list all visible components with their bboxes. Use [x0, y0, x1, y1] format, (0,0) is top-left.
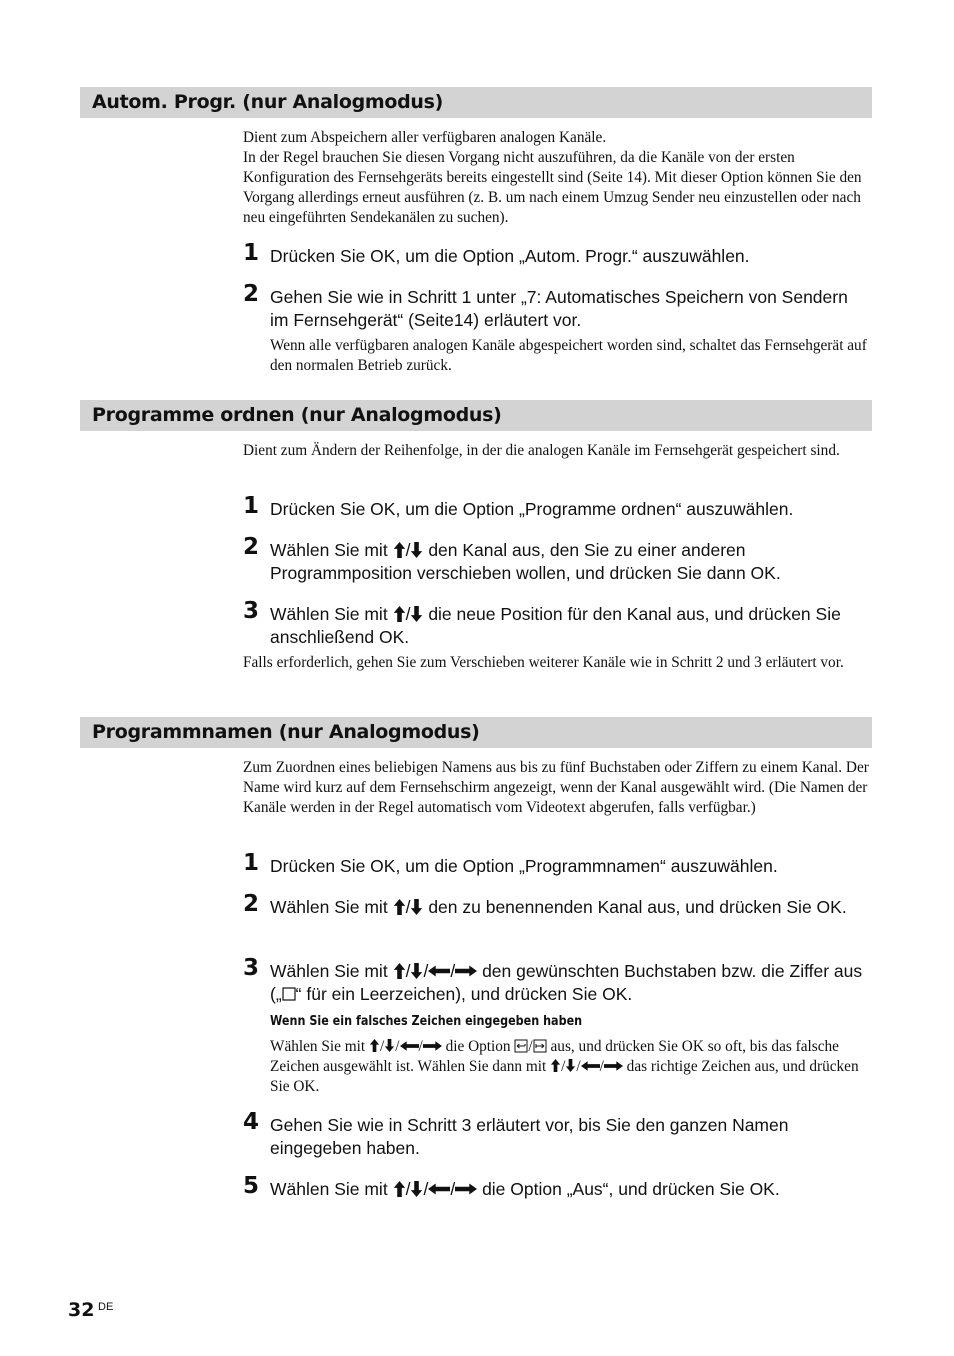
arrow-down-icon — [410, 606, 423, 622]
arrow-up-icon — [369, 1039, 380, 1052]
tip-text-mid2: aus, und drücken Sie OK so oft, bis das falsche Zeichen ausgewählt ist. Wählen Sie dann mit — [270, 1038, 839, 1075]
step-text: Drücken Sie OK, um die Option „Programme ordnen“ auszuwählen. — [270, 499, 794, 519]
arrow-up-icon — [393, 606, 406, 622]
step-text: Wählen Sie mit / / / den gewünschten Buchstaben bzw. die Ziffer aus („ “ für ein Leerzeichen), und drücken Sie OK. — [270, 961, 863, 1004]
arrow-left-icon — [428, 1182, 450, 1196]
step-text: Wählen Sie mit / den Kanal aus, den Sie zu einer anderen Programmposition verschieben wollen, und drücken Sie dann OK. — [270, 540, 781, 583]
arrow-up-icon — [393, 1181, 406, 1197]
backspace-option-icon — [514, 1039, 528, 1053]
section-footnote: Falls erforderlich, gehen Sie zum Verschieben weiterer Kanäle wie in Schritt 2 und 3 erläutert vor. — [243, 654, 844, 671]
section-intro: Zum Zuordnen eines beliebigen Namens aus bis zu fünf Buchstaben oder Ziffern zu einem Kanal. Der Name wird kurz auf dem Fernsehschirm angezeigt, wenn der Kanal ausgewählt wird. (Die Namen der Kanäle werden in der Regel automatisch vom Videotext abgerufen, falls verfügbar.) — [243, 759, 869, 816]
tip-text-post: das richtige Zeichen aus, und drücken Sie OK. — [270, 1058, 859, 1095]
page-number: 32 — [68, 1299, 95, 1321]
arrow-down-icon — [410, 899, 423, 915]
arrow-right-icon — [604, 1060, 623, 1072]
step-text-post: “ für ein Leerzeichen), und drücken Sie OK. — [295, 984, 633, 1004]
step-text-post: den zu benennenden Kanal aus, und drücken Sie OK. — [428, 897, 847, 917]
section-intro: Dient zum Ändern der Reihenfolge, in der die analogen Kanäle im Fernsehgerät gespeichert sind. — [243, 442, 840, 459]
step-text-pre: Wählen Sie mit — [270, 961, 388, 981]
step-number: 2 — [243, 281, 260, 307]
arrow-right-icon — [423, 1040, 442, 1052]
step-text-mid: den gewünschten Buchstaben bzw. die Ziffer aus („ — [270, 961, 863, 1004]
arrow-up-icon — [393, 542, 406, 558]
step-text: Wählen Sie mit / den zu benennenden Kanal aus, und drücken Sie OK. — [270, 897, 847, 917]
arrow-up-icon — [393, 963, 406, 979]
step-text: Drücken Sie OK, um die Option „Autom. Progr.“ auszuwählen. — [270, 246, 750, 266]
step-text-post: den Kanal aus, den Sie zu einer anderen Programmposition verschieben wollen, und drücken Sie dann OK. — [270, 540, 781, 583]
arrow-left-icon — [400, 1040, 419, 1052]
section-title-autom-progr: Autom. Progr. (nur Analogmodus) — [80, 87, 872, 118]
page-language: DE — [98, 1301, 114, 1313]
arrow-left-icon — [428, 964, 450, 978]
step-text-pre: Wählen Sie mit — [270, 897, 388, 917]
step-text: Wählen Sie mit / die neue Position für den Kanal aus, und drücken Sie anschließend OK. — [270, 604, 841, 647]
step-number: 4 — [243, 1109, 260, 1135]
step-number: 1 — [243, 240, 260, 266]
insert-option-icon — [533, 1039, 547, 1053]
step-number: 2 — [243, 534, 260, 560]
step-text-pre: Wählen Sie mit — [270, 1179, 388, 1199]
step-text-pre: Wählen Sie mit — [270, 604, 388, 624]
step-number: 5 — [243, 1173, 260, 1199]
step-note: Wenn alle verfügbaren analogen Kanäle abgespeichert worden sind, schaltet das Fernsehgerät auf den normalen Betrieb zurück. — [270, 337, 867, 374]
tip-heading: Wenn Sie ein falsches Zeichen eingegeben haben — [270, 1014, 583, 1029]
tip-text-mid1: die Option — [445, 1038, 511, 1055]
step-number: 3 — [243, 955, 260, 981]
step-number: 1 — [243, 493, 260, 519]
arrow-down-icon — [410, 963, 423, 979]
step-text-pre: Wählen Sie mit — [270, 540, 388, 560]
step-text: Gehen Sie wie in Schritt 3 erläutert vor, bis Sie den ganzen Namen eingegeben haben. — [270, 1115, 789, 1158]
arrow-down-icon — [410, 542, 423, 558]
section-title-programme-ordnen: Programme ordnen (nur Analogmodus) — [80, 400, 872, 431]
arrow-up-icon — [550, 1059, 561, 1072]
arrow-down-icon — [384, 1039, 395, 1052]
arrow-right-icon — [455, 964, 477, 978]
section-intro: Dient zum Abspeichern aller verfügbaren analogen Kanäle. In der Regel brauchen Sie diesen Vorgang nicht auszuführen, da die Kanäle von der ersten Konfiguration des Fernsehgeräts bereits eingestellt sind (Seite 14). Mit dieser Option können Sie den Vorgang allerdings erneut ausführen (z. B. um nach einem Umzug Sender neu einzustellen oder nach neu eingeführten Sendekanälen zu suchen). — [243, 129, 862, 226]
arrow-down-icon — [410, 1181, 423, 1197]
step-text-post: die neue Position für den Kanal aus, und drücken Sie anschließend OK. — [270, 604, 841, 647]
step-number: 3 — [243, 598, 260, 624]
arrow-right-icon — [455, 1182, 477, 1196]
empty-box-icon — [282, 987, 296, 1001]
step-text: Drücken Sie OK, um die Option „Programmnamen“ auszuwählen. — [270, 856, 778, 876]
tip-text-pre: Wählen Sie mit — [270, 1038, 366, 1055]
arrow-up-icon — [393, 899, 406, 915]
step-text: Wählen Sie mit / / / die Option „Aus“, und drücken Sie OK. — [270, 1179, 780, 1199]
tip-text: Wählen Sie mit / / / die Option / aus, und drücken Sie OK so oft, bis das falsche Zeichen ausgewählt ist. Wählen Sie dann mit / / / das richtige Zeichen aus, und drücken Sie OK. — [270, 1038, 859, 1095]
step-number: 1 — [243, 850, 260, 876]
step-text: Gehen Sie wie in Schritt 1 unter „7: Automatisches Speichern von Sendern im Fernsehgerät“ (Seite14) erläutert vor. — [270, 287, 848, 330]
arrow-down-icon — [565, 1059, 576, 1072]
step-number: 2 — [243, 891, 260, 917]
step-text-post: die Option „Aus“, und drücken Sie OK. — [482, 1179, 780, 1199]
section-title-programmnamen: Programmnamen (nur Analogmodus) — [80, 717, 872, 748]
arrow-left-icon — [581, 1060, 600, 1072]
